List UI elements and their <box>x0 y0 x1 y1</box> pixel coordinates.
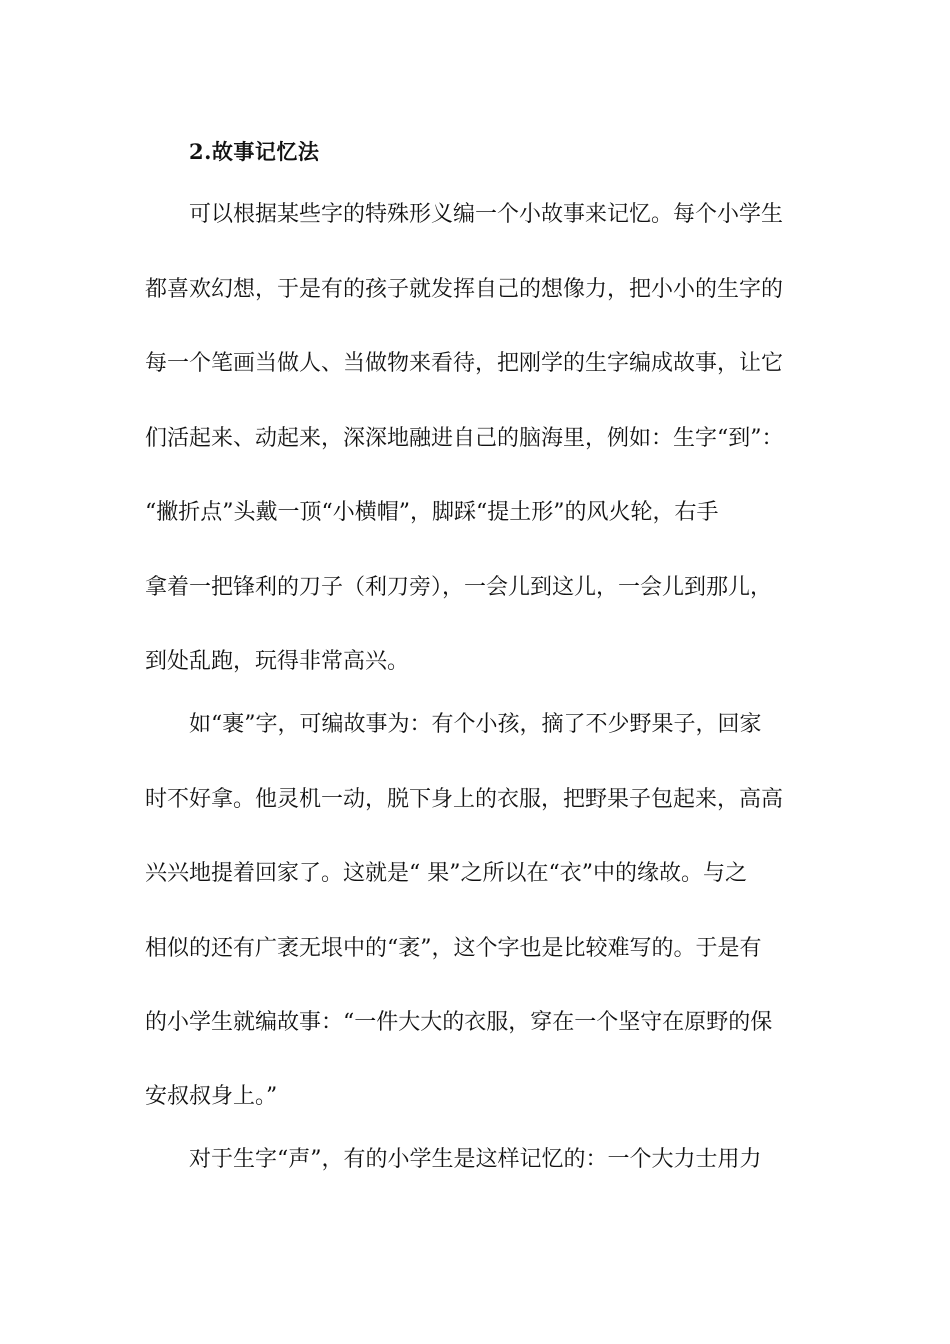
paragraph-line: 每一个笔画当做人、当做物来看待，把刚学的生字编成故事，让它 <box>145 351 784 376</box>
paragraph-line: 时不好拿。他灵机一动，脱下身上的衣服，把野果子包起来，高高 <box>145 787 784 812</box>
paragraph-line: 安叔叔身上。” <box>145 1084 278 1109</box>
paragraph-line: 的小学生就编故事：“一件大大的衣服，穿在一个坚守在原野的保 <box>145 1010 773 1035</box>
paragraph-line: 到处乱跑，玩得非常高兴。 <box>145 649 410 674</box>
paragraph-line: “撇折点”头戴一顶“小横帽”，脚踩“提土形”的风火轮，右手 <box>145 500 719 525</box>
paragraph-line: 如“裹”字，可编故事为：有个小孩，摘了不少野果子，回家 <box>189 712 762 737</box>
paragraph-line: 兴兴地提着回家了。这就是“ 果”之所以在“衣”中的缘故。与之 <box>145 861 747 886</box>
paragraph-line: 对于生字“声”，有的小学生是这样记忆的：一个大力士用力 <box>189 1147 762 1172</box>
paragraph-line: 可以根据某些字的特殊形义编一个小故事来记忆。每个小学生 <box>189 202 784 227</box>
paragraph-line: 拿着一把锋利的刀子（利刀旁），一会儿到这儿，一会儿到那儿， <box>145 575 773 600</box>
paragraph-line: 都喜欢幻想，于是有的孩子就发挥自己的想像力，把小小的生字的 <box>145 277 784 302</box>
paragraph-line: 们活起来、动起来，深深地融进自己的脑海里，例如：生字“到”： <box>145 426 784 451</box>
section-heading: 2.故事记忆法 <box>189 139 320 164</box>
paragraph-line: 相似的还有广袤无垠中的“袤”，这个字也是比较难写的。于是有 <box>145 936 762 961</box>
